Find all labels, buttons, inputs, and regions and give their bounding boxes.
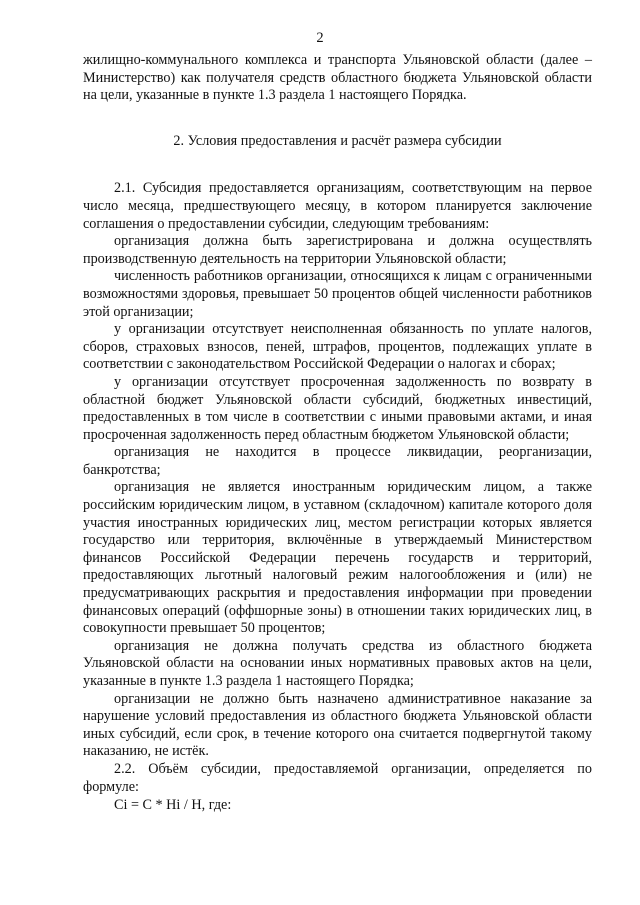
- requirement-no-budget-debt: у организации отсутствует просроченная задолженность по возврату в областной бюджет Ульяновской области субсидий, бюджетных инвестиций, предоставленных в том числе в соответствии с иными правовыми актами, и иная просроченная задолженность перед областным бюджетом Ульяновской области;: [83, 373, 592, 443]
- paragraph-2-1: 2.1. Субсидия предоставляется организациям, соответствующим на первое число месяца, предшествующего месяцу, в котором планируется заключение соглашения о предоставлении субсидии, следующим требованиям:: [83, 180, 592, 232]
- intro-paragraph: жилищно-коммунального комплекса и транспорта Ульяновской области (далее – Министерство) как получателя средств областного бюджета Ульяновской области на цели, указанные в пункте 1.3 раздела 1 настоящего Порядка.: [83, 52, 592, 104]
- requirement-disabled-workers: численность работников организации, относящихся к лицам с ограниченными возможностями здоровья, превышает 50 процентов общей численности работников этой организации;: [83, 268, 592, 320]
- requirement-no-tax-debt: у организации отсутствует неисполненная обязанность по уплате налогов, сборов, страховых взносов, пеней, штрафов, процентов, подлежащих уплате в соответствии с законодательством Российской Федерации о налогах и сборах;: [83, 321, 592, 373]
- requirement-not-liquidating: организация не находится в процессе ликвидации, реорганизации, банкротства;: [83, 444, 592, 478]
- page-number: 2: [316, 30, 324, 46]
- requirement-not-foreign: организация не является иностранным юридическим лицом, а также российским юридическим лицом, в уставном (складочном) капитале которого доля участия иностранных юридических лиц, местом регистрации которых является государство или территория, включённые в утверждаемый Министерством финансов Российской Федерации перечень государств и территорий, предоставляющих льготный налоговый режим налогообложения и (или) не предусматривающих раскрытия и предоставления информации при проведении финансовых операций (оффшорные зоны) в отношении таких юридических лиц, в совокупности превышает 50 процентов;: [83, 479, 592, 637]
- document-body: [83, 52, 592, 815]
- requirement-no-other-funding: организация не должна получать средства из областного бюджета Ульяновской области на основании иных нормативных правовых актов на цели, указанные в пункте 1.3 раздела 1 настоящего Порядка;: [83, 637, 592, 689]
- requirement-registration: организация должна быть зарегистрирована и должна осуществлять производственную деятельность на территории Ульяновской области;: [83, 233, 592, 267]
- section-heading: 2. Условия предоставления и расчёт размера субсидии: [173, 132, 502, 149]
- paragraph-2-2: 2.2. Объём субсидии, предоставляемой организации, определяется по формуле:: [83, 760, 592, 795]
- subsidy-formula: Ci = C * Hi / H, где:: [114, 797, 232, 814]
- requirement-no-penalty: организации не должно быть назначено административное наказание за нарушение условий предоставления из областного бюджета Ульяновской области иных субсидий, если срок, в течение которого она считается подвергнутой такому наказанию, не истёк.: [83, 690, 592, 760]
